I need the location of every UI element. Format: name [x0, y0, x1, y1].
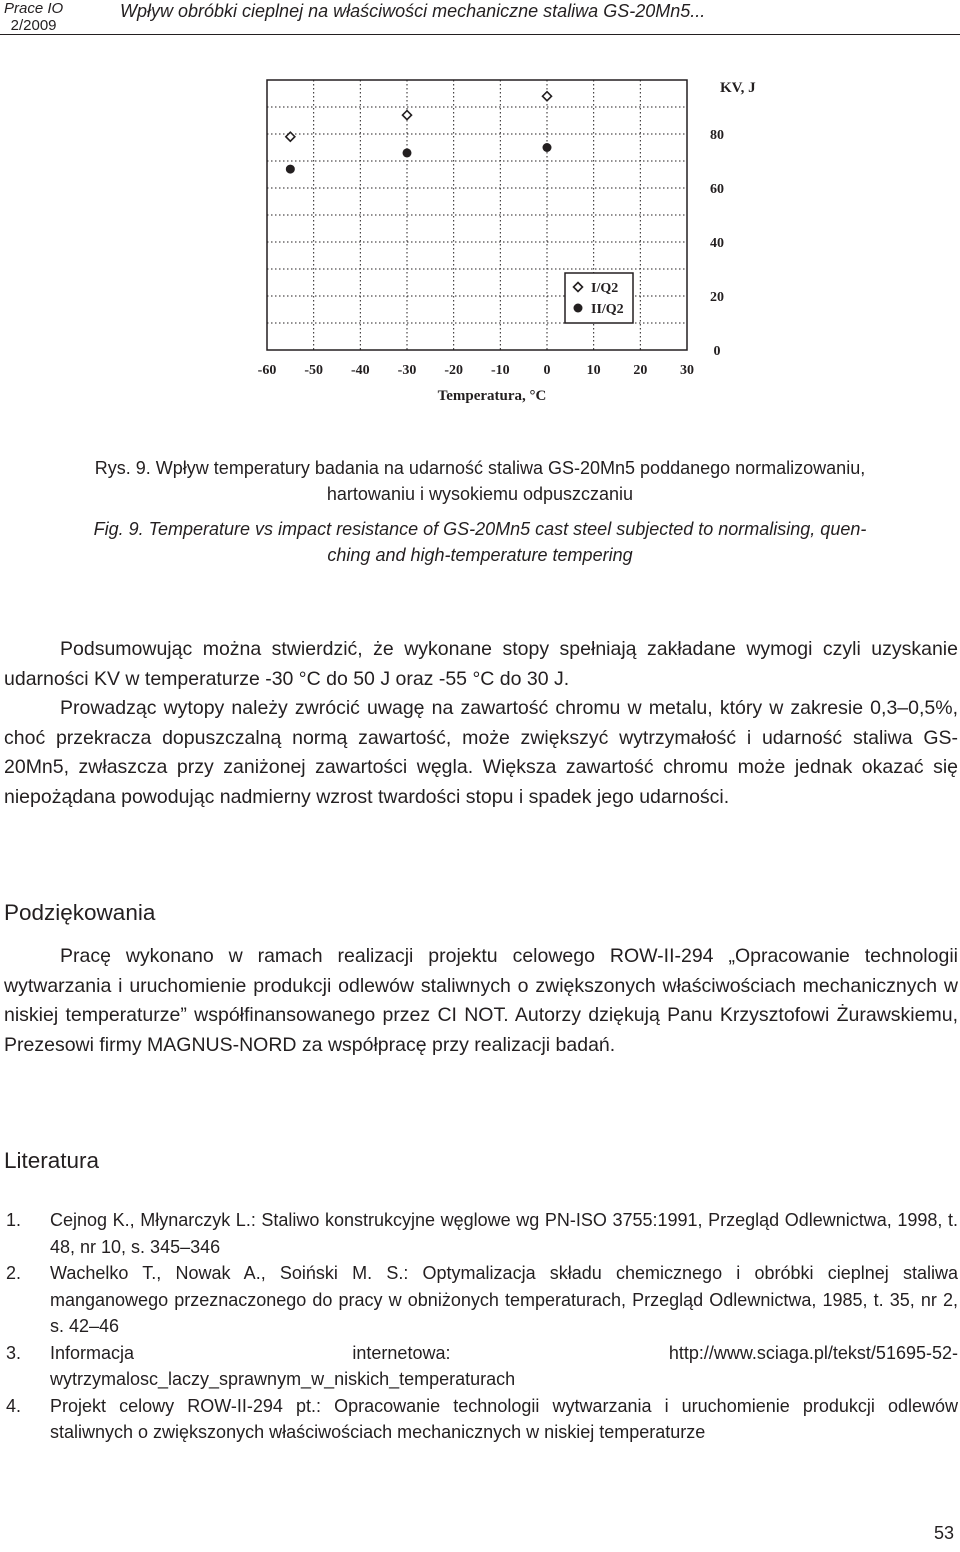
x-tick-label: -50 [304, 363, 324, 378]
acknowledgements-heading: Podziękowania [4, 900, 156, 925]
chromium-text: Prowadząc wytopy należy zwrócić uwagę na zawartość chromu w metalu, który w zakresie 0,3–0,5%, choć przekracza dopuszczalną normą zawartość, może zwiększyć wytrzymałość i udarność staliwa GS-20Mn5, zwłaszcza przy zaniżonej zawartości węgla. Większa zawartość chromu może jednak okazać się niepożądana powodując nadmierny wzrost twardości stopu i spadek jego udarności. [4, 697, 958, 808]
y-axis-label: KV, J [720, 80, 756, 96]
y-tick-labels [710, 128, 724, 359]
x-axis-label: Temperatura, °C [437, 388, 547, 404]
x-tick-label: -20 [444, 363, 464, 378]
x-tick-label: -40 [350, 363, 370, 378]
summary-text: Podsumowując można stwierdzić, że wykonane stopy spełniają zakładane wymogi czyli uzyskanie udarności KV w temperaturze -30 °C do 50 J oraz -55 °C do 30 J. [4, 638, 958, 690]
acknowledgements-paragraph [4, 942, 958, 1060]
data-point [403, 148, 412, 157]
reference-list [0, 1207, 958, 1446]
x-tick-label: 20 [633, 363, 648, 378]
legend-marker [574, 304, 583, 313]
summary-paragraph [4, 635, 958, 694]
chromium-paragraph [4, 694, 958, 812]
reference-text: Cejnog K., Młynarczyk L.: Staliwo konstrukcyjne węglowe wg PN-ISO 3755:1991, Przegląd Odlewnictwa, 1998, t. 48, nr 10, s. 345–346 [50, 1210, 958, 1257]
figure-caption-pl-cont: hartowaniu i wysokiemu odpuszczaniu [326, 484, 634, 504]
page-number: 53 [933, 1523, 954, 1543]
reference-item: 1. Cejnog K., Młynarczyk L.: Staliwo konstrukcyjne węglowe wg PN-ISO 3755:1991, Przegląd Odlewnictwa, 1998, t. 48, nr 10, s. 345–346 [6, 1210, 958, 1257]
reference-text: Wachelko T., Nowak A., Soiński M. S.: Optymalizacja składu chemicznego i obróbki cieplnej staliwa manganowego przeznaczonego do pracy w obniżonych temperaturach, Przegląd Odlewnictwa, 1985, t. 35, nr 2, s. 42–46 [50, 1263, 958, 1336]
chart-legend [565, 273, 633, 323]
y-tick-label: 40 [710, 236, 724, 251]
y-tick-label: 20 [710, 290, 724, 305]
x-tick-labels [258, 363, 694, 378]
header-rule [0, 34, 960, 35]
figure-caption-en: Fig. 9. Temperature vs impact resistance of GS-20Mn5 cast steel subjected to normalising, quen- [93, 519, 867, 539]
figure-caption-pl: Rys. 9. Wpływ temperatury badania na udarność staliwa GS-20Mn5 poddanego normalizowaniu, [94, 458, 866, 478]
running-title: Wpływ obróbki cieplnej na właściwości mechaniczne staliwa GS-20Mn5... [120, 1, 706, 21]
literature-heading: Literatura [4, 1148, 100, 1173]
data-point [403, 111, 412, 120]
acknowledgements-text: Pracę wykonano w ramach realizacji projektu celowego ROW-II-294 „Opracowanie technologii wytwarzania i uruchomienie produkcji odlewów staliwnych o zwiększonych właściwościach mechanicznych w niskiej temperaturze” współfinansowanego przez CI NOT. Autorzy dziękują Panu Krzysztofowi Żurawskiemu, Prezesowi firmy MAGNUS-NORD za współpracę przy realizacji badań. [4, 945, 958, 1056]
x-tick-label: 0 [543, 363, 551, 378]
impact-chart [245, 70, 775, 450]
y-tick-label: 60 [710, 182, 724, 197]
x-tick-label: 30 [680, 363, 694, 378]
y-tick-label: 0 [713, 344, 721, 359]
journal-title: Prace IO [4, 0, 64, 17]
reference-item: 3. Informacja internetowa: http://www.sciaga.pl/tekst/51695-52-wytrzymalosc_laczy_sprawnym_w_niskich_temperaturach [6, 1342, 958, 1389]
reference-item: 4. Projekt celowy ROW-II-294 pt.: Opracowanie technologii wytwarzania i uruchomienie produkcji odlewów staliwnych o zwiększonych właściwościach mechanicznych w niskiej temperaturze [6, 1395, 958, 1442]
data-point [543, 92, 552, 101]
figure-caption-en-cont: ching and high-temperature tempering [327, 545, 633, 565]
y-tick-label: 80 [710, 128, 724, 143]
data-point [286, 165, 295, 174]
x-tick-label: -60 [257, 363, 277, 378]
legend-label: II/Q2 [591, 302, 624, 317]
legend-label: I/Q2 [591, 281, 619, 296]
reference-text: Informacja internetowa: http://www.sciaga.pl/tekst/51695-52-wytrzymalosc_laczy_sprawnym_w_niskich_temperaturach [50, 1342, 958, 1389]
data-point [543, 143, 552, 152]
x-tick-label: -10 [490, 363, 510, 378]
journal-name [4, 0, 63, 34]
x-tick-label: -30 [397, 363, 417, 378]
journal-issue: 2/2009 [10, 17, 57, 34]
reference-item: 2. Wachelko T., Nowak A., Soiński M. S.: Optymalizacja składu chemicznego i obróbki cieplnej staliwa manganowego przeznaczonego do pracy w obniżonych temperaturach, Przegląd Odlewnictwa, 1985, t. 35, nr 2, s. 42–46 [6, 1263, 958, 1336]
x-tick-label: 10 [586, 363, 601, 378]
reference-text: Projekt celowy ROW-II-294 pt.: Opracowanie technologii wytwarzania i uruchomienie produkcji odlewów staliwnych o zwiększonych właściwościach mechanicznych w niskiej temperaturze [50, 1395, 958, 1442]
